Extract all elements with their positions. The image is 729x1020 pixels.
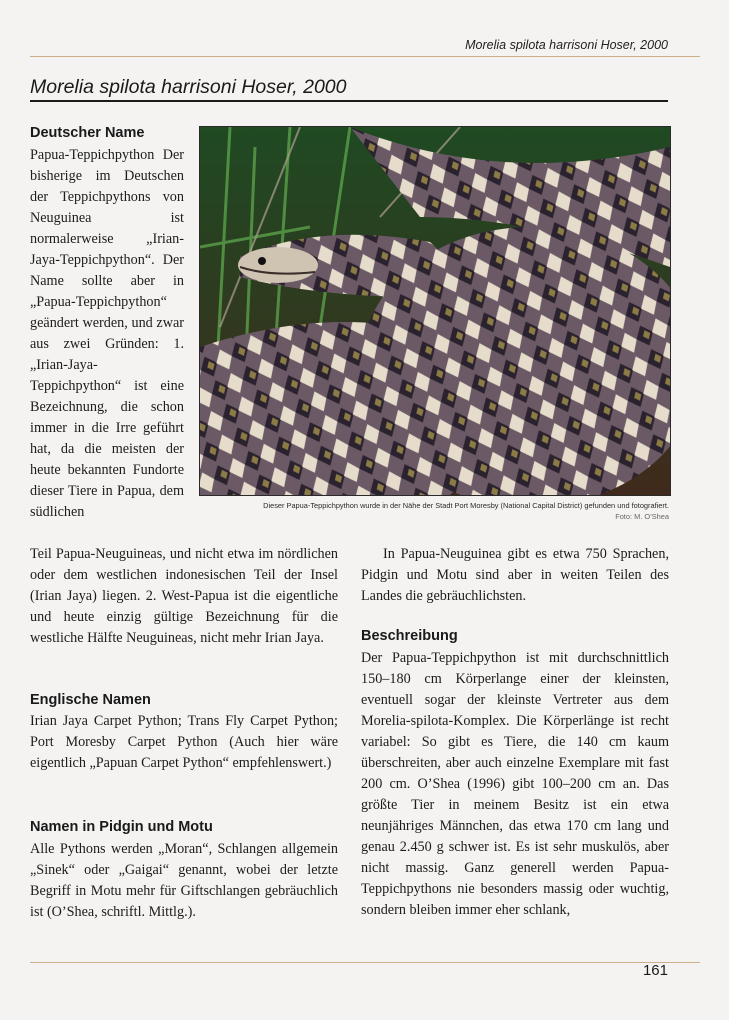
heading-pidgin-motu: Namen in Pidgin und Motu xyxy=(30,819,213,835)
page-title: Morelia spilota harrisoni Hoser, 2000 xyxy=(30,76,347,98)
deutsch-text-narrow: Papua-Teppichpython Der bisherige im Deutschen der Teppichpythons von Neuguinea ist normalerweise „Irian-Jaya-Teppichpython“. Der Name sollte aber in „Papua-Teppichpython“ geändert werden, und zwar aus zwei Gründen: 1. „Irian-Jaya-Teppichpython“ ist eine Bezeichnung, die schon immer in die Irre geführt hat, da die meisten der heute bekannten Fundorte dieser Tiere in Papua, dem südlichen xyxy=(30,147,184,520)
heading-beschreibung: Beschreibung xyxy=(361,628,458,644)
photo-credit: Foto: M. O’Shea xyxy=(615,512,669,521)
header-rule xyxy=(30,56,700,57)
photo-caption xyxy=(199,500,669,522)
heading-englische-namen: Englische Namen xyxy=(30,692,151,708)
heading-deutscher-name: Deutscher Name xyxy=(30,125,145,141)
sprachen-text: In Papua-Neuguinea gibt es etwa 750 Sprachen, Pidgin und Motu sind aber in weiten Teilen des Landes die gebräuchlichsten. xyxy=(361,546,669,604)
pidgin-text: Alle Pythons werden „Moran“, Schlangen allgemein „Sinek“ oder „Gaigai“ genannt, wobei der letzte Begriff in Motu mehr für Giftschlangen gebräuchlich ist (O’Shea, schriftl. Mittlg.). xyxy=(30,841,338,920)
snake-photo xyxy=(199,126,671,496)
carpet-python-illustration xyxy=(200,127,670,495)
running-head: Morelia spilota harrisoni Hoser, 2000 xyxy=(465,38,668,52)
title-rule xyxy=(30,100,668,102)
beschreibung-text: Der Papua-Teppichpython ist mit durchschnittlich 150–180 cm Körperlange einer der kleinsten, eventuell sogar der kleinste Vertreter aus dem Morelia-spilota-Komplex. Die Körperlänge ist recht variabel: So gibt es Tiere, die 140 cm kaum überschreiten, aber auch einzelne Exemplare mit fast 200 cm. O’Shea (1996) gibt 100–200 cm an. Das größte Tier in meinem Besitz ist ein etwa neunjähriges Männchen, das etwa 170 cm lang und genau 2.450 g schwer ist. Es ist sehr muskulös, aber nicht massig. Ganz generell werden Papua-Teppichpythons nie besonders massig oder wuchtig, sondern bleiben immer eher schlank, xyxy=(361,650,669,918)
caption-text: Dieser Papua-Teppichpython wurde in der Nähe der Stadt Port Moresby (National Capital District) gefunden und fotografiert. xyxy=(263,501,669,510)
page-number: 161 xyxy=(642,962,668,979)
deutsch-text-wide: Teil Papua-Neuguineas, und nicht etwa im nördlichen oder dem westlichen indonesischen Teil der Insel (Irian Jaya) liegen. 2. West-Papua ist die eigentliche und heute einzig gültige Bezeichnung für die westliche Hälfte Neuguineas, nicht mehr Irian Jaya. xyxy=(30,546,338,646)
englisch-text: Irian Jaya Carpet Python; Trans Fly Carpet Python; Port Moresby Carpet Python (Auch hier wäre eigentlich „Papuan Carpet Python“ empfehlenswert.) xyxy=(30,713,338,771)
